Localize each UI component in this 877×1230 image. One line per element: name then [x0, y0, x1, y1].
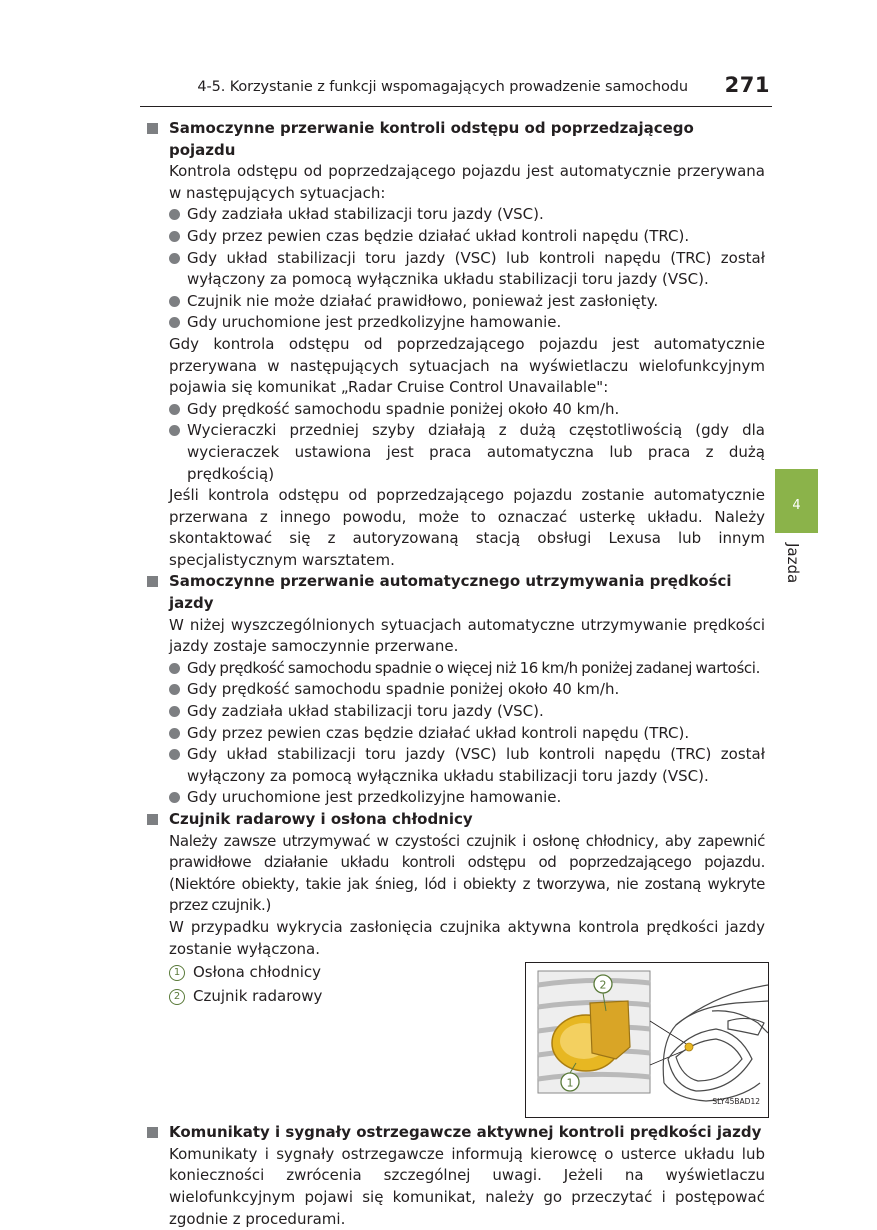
callout-number: 2 [169, 989, 185, 1005]
callout-digit-1: 1 [566, 1076, 574, 1090]
bullet-dot-icon [169, 706, 180, 717]
paragraph: W niżej wyszczególnionych sytuacjach automatyczne utrzymywanie prędkości jazdy zostaje samoczynnie przerwane. [169, 615, 765, 656]
callout-item [169, 986, 322, 1010]
chapter-title: 4-5. Korzystanie z funkcji wspomagających prowadzenie samochodu [197, 79, 688, 95]
section-heading: Samoczynne przerwanie kontroli odstępu od poprzedzającego pojazdu [145, 118, 765, 161]
callout-label: Osłona chłodnicy [193, 963, 322, 982]
paragraph: Należy zawsze utrzymywać w czystości czujnik i osłonę chłodnicy, aby zapewnić prawidłowe działanie układu kontroli odstępu od poprzedzającego pojazdu. (Niektóre obiekty, takie jak śnieg, lód i obiekty z tworzywa, nie zostaną wykryte przez czujnik.) [169, 831, 765, 915]
paragraph: Jeśli kontrola odstępu od poprzedzającego pojazdu zostanie automatycznie przerwana z innego powodu, może to oznaczać usterkę układu. Należy skontaktować się z autoryzowaną stacją obsługi Lexusa lub innym specjalistycznym warsztatem. [169, 486, 765, 569]
list-item: Gdy prędkość samochodu spadnie poniżej około 40 km/h. [145, 399, 765, 421]
list-item: Gdy przez pewien czas będzie działać układ kontroli napędu (TRC). [145, 723, 765, 745]
list-item: Gdy prędkość samochodu spadnie poniżej około 40 km/h. [145, 679, 765, 701]
list-item: Gdy prędkość samochodu spadnie o więcej niż 16 km/h poniżej zadanej wartości. [145, 658, 765, 680]
bullet-dot-icon [169, 663, 180, 674]
section-heading: Czujnik radarowy i osłona chłodnicy [145, 809, 765, 831]
bullet-dot-icon [169, 404, 180, 415]
list-item: Gdy uruchomione jest przedkolizyjne hamowanie. [145, 312, 765, 334]
page-number: 271 [724, 73, 770, 97]
paragraph: Komunikaty i sygnały ostrzegawcze informują kierowcę o usterce układu lub konieczności zwrócenia szczególnej uwagi. Jeżeli na wyświetlaczu wielofunkcyjnym pojawi się komunikat, należy go przeczytać i postępować zgodnie z procedurami. [169, 1144, 765, 1228]
paragraph: W przypadku wykrycia zasłonięcia czujnika aktywna kontrola prędkości jazdy zostanie wyłączona. [169, 917, 765, 958]
page-header [140, 70, 772, 107]
callout-number: 1 [169, 965, 185, 981]
bullet-dot-icon [169, 749, 180, 760]
list-item: Gdy uruchomione jest przedkolizyjne hamowanie. [145, 787, 765, 809]
section-heading: Samoczynne przerwanie automatycznego utrzymywania prędkości jazdy [145, 571, 765, 614]
list-item: Gdy przez pewien czas będzie działać układ kontroli napędu (TRC). [145, 226, 765, 248]
bullet-dot-icon [169, 684, 180, 695]
bullet-dot-icon [169, 425, 180, 436]
bullet-dot-icon [169, 792, 180, 803]
square-bullet-icon [147, 576, 158, 587]
bullet-dot-icon [169, 253, 180, 264]
chapter-side-label: Jazda [784, 543, 802, 584]
paragraph: Gdy kontrola odstępu od poprzedzającego pojazdu jest automatycznie przerywana w następujących sytuacjach na wyświetlaczu wielofunkcyjnym pojawia się komunikat „Radar Cruise Control Unavailable": [169, 334, 765, 397]
bullet-dot-icon [169, 231, 180, 242]
car-outline [663, 985, 768, 1101]
list-item: Czujnik nie może działać prawidłowo, ponieważ jest zasłonięty. [145, 291, 765, 313]
figure-row [145, 960, 765, 1122]
zoom-line-top [650, 1021, 688, 1045]
list-item: Gdy zadziała układ stabilizacji toru jazdy (VSC). [145, 701, 765, 723]
square-bullet-icon [147, 1127, 158, 1138]
bullet-dot-icon [169, 209, 180, 220]
chapter-tab-number: 4 [792, 498, 801, 513]
square-bullet-icon [147, 814, 158, 825]
list-item: Wycieraczki przedniej szyby działają z dużą częstotliwością (gdy dla wycieraczek ustawiona jest praca automatyczna lub praca z dużą prędkością) [145, 420, 765, 485]
radar-location-marker [685, 1043, 693, 1051]
radar-sensor-shape [590, 1001, 630, 1059]
callout-label: Czujnik radarowy [193, 987, 323, 1006]
square-bullet-icon [147, 123, 158, 134]
callout-digit-2: 2 [599, 978, 607, 992]
callout-list [169, 962, 322, 1010]
figure-code: SLY45BAD12 [712, 1096, 760, 1106]
section-heading: Komunikaty i sygnały ostrzegawcze aktywnej kontroli prędkości jazdy [145, 1122, 765, 1144]
bullet-dot-icon [169, 296, 180, 307]
page-content [145, 118, 765, 1230]
chapter-tab [775, 469, 818, 533]
callout-item [169, 962, 322, 986]
list-item: Gdy zadziała układ stabilizacji toru jazdy (VSC). [145, 204, 765, 226]
bullet-dot-icon [169, 317, 180, 328]
list-item: Gdy układ stabilizacji toru jazdy (VSC) lub kontroli napędu (TRC) został wyłączony za pomocą wyłącznika układu stabilizacji toru jazdy (VSC). [145, 248, 765, 291]
paragraph: Kontrola odstępu od poprzedzającego pojazdu jest automatycznie przerywana w następujących sytuacjach: [169, 162, 765, 202]
radar-sensor-illustration [525, 962, 769, 1118]
bullet-dot-icon [169, 728, 180, 739]
list-item: Gdy układ stabilizacji toru jazdy (VSC) lub kontroli napędu (TRC) został wyłączony za pomocą wyłącznika układu stabilizacji toru jazdy (VSC). [145, 744, 765, 787]
